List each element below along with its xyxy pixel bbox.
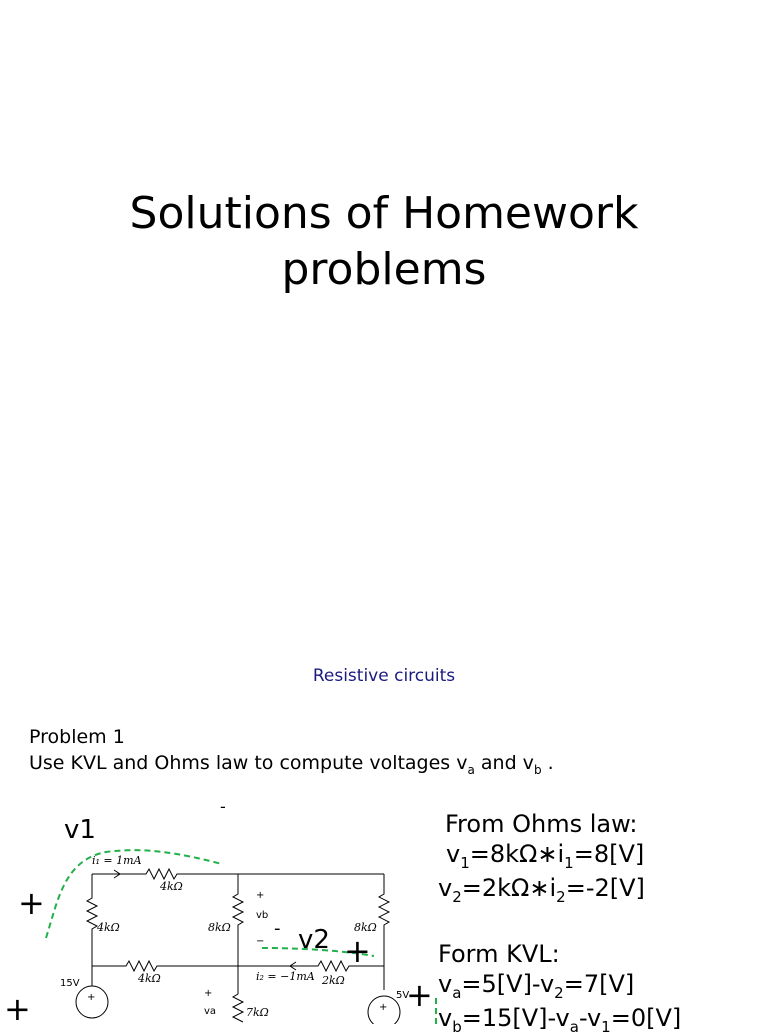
left-plus-2: + [4, 990, 31, 1024]
problem-statement [29, 752, 554, 777]
right-plus: + [406, 976, 433, 1014]
circuit-diagram [0, 790, 440, 1024]
left-branch [87, 874, 97, 966]
r-top-label: 4kΩ [160, 880, 183, 893]
vb-label: vb [256, 910, 269, 921]
problem-text-prefix: Use KVL and Ohms law to compute voltages v [29, 752, 468, 774]
title-line-1: Solutions of Homework [129, 188, 639, 239]
i2-arrow [290, 962, 312, 970]
i2-label: i₂ = −1mA [256, 970, 315, 983]
v2-plus: + [344, 932, 371, 970]
kvl-heading: Form KVL: [438, 940, 560, 968]
right-source-plus: + [379, 1002, 388, 1013]
source-right-label: 5V [396, 990, 410, 1001]
r-left-label: 4kΩ [97, 921, 120, 934]
problem-heading: Problem 1 [29, 726, 125, 748]
problem-sub-a: a [467, 762, 475, 777]
problem-text-suffix: . [541, 752, 554, 774]
bottom-middle-branch [233, 966, 243, 1022]
va-plus: + [204, 988, 213, 999]
v1-letter: v1 [64, 815, 96, 845]
v1-annotation [64, 815, 96, 845]
left-source-plus: + [87, 992, 96, 1003]
equation-v1: $v_1=8k\Omega∗i_1=8[V]$ [446, 840, 645, 872]
i1-arrow [94, 870, 120, 878]
problem-text-and: and v [474, 752, 534, 774]
page-title [0, 186, 768, 298]
v2-minus: - [274, 918, 281, 939]
r-bottom-mid-label: 7kΩ [246, 1006, 269, 1019]
title-line-2: problems [281, 244, 487, 295]
section-label: Resistive circuits [312, 666, 456, 686]
r-right-label: 8kΩ [354, 921, 377, 934]
va-label: va [204, 1006, 217, 1017]
v2-annotation: v2 [298, 925, 330, 955]
problem-sub-b: b [533, 762, 542, 777]
r-bottom-right-label: 2kΩ [322, 974, 345, 987]
r-mid-left-label: 8kΩ [208, 921, 231, 934]
equation-v2: $v_2=2k\Omega∗i_2=-2[V]$ [438, 874, 645, 906]
middle-branch [233, 874, 243, 966]
top-minus: - [220, 797, 226, 816]
vb-plus: + [256, 890, 265, 901]
bottom-left-wire [92, 961, 238, 971]
right-branch [379, 874, 389, 990]
i1-label: i₁ = 1mA [92, 854, 142, 867]
left-plus-1: + [18, 884, 45, 922]
source-left-label: 15V [60, 978, 80, 989]
equation-vb: $v_b=15[V]-v_a-v_1=0[V]$ [438, 1004, 682, 1036]
ohms-law-heading: From Ohms law: [445, 810, 638, 838]
equation-va: $v_a=5[V]-v_2=7[V]$ [438, 970, 635, 1002]
vb-minus: − [256, 936, 265, 947]
r-bottom-left-label: 4kΩ [138, 972, 161, 985]
